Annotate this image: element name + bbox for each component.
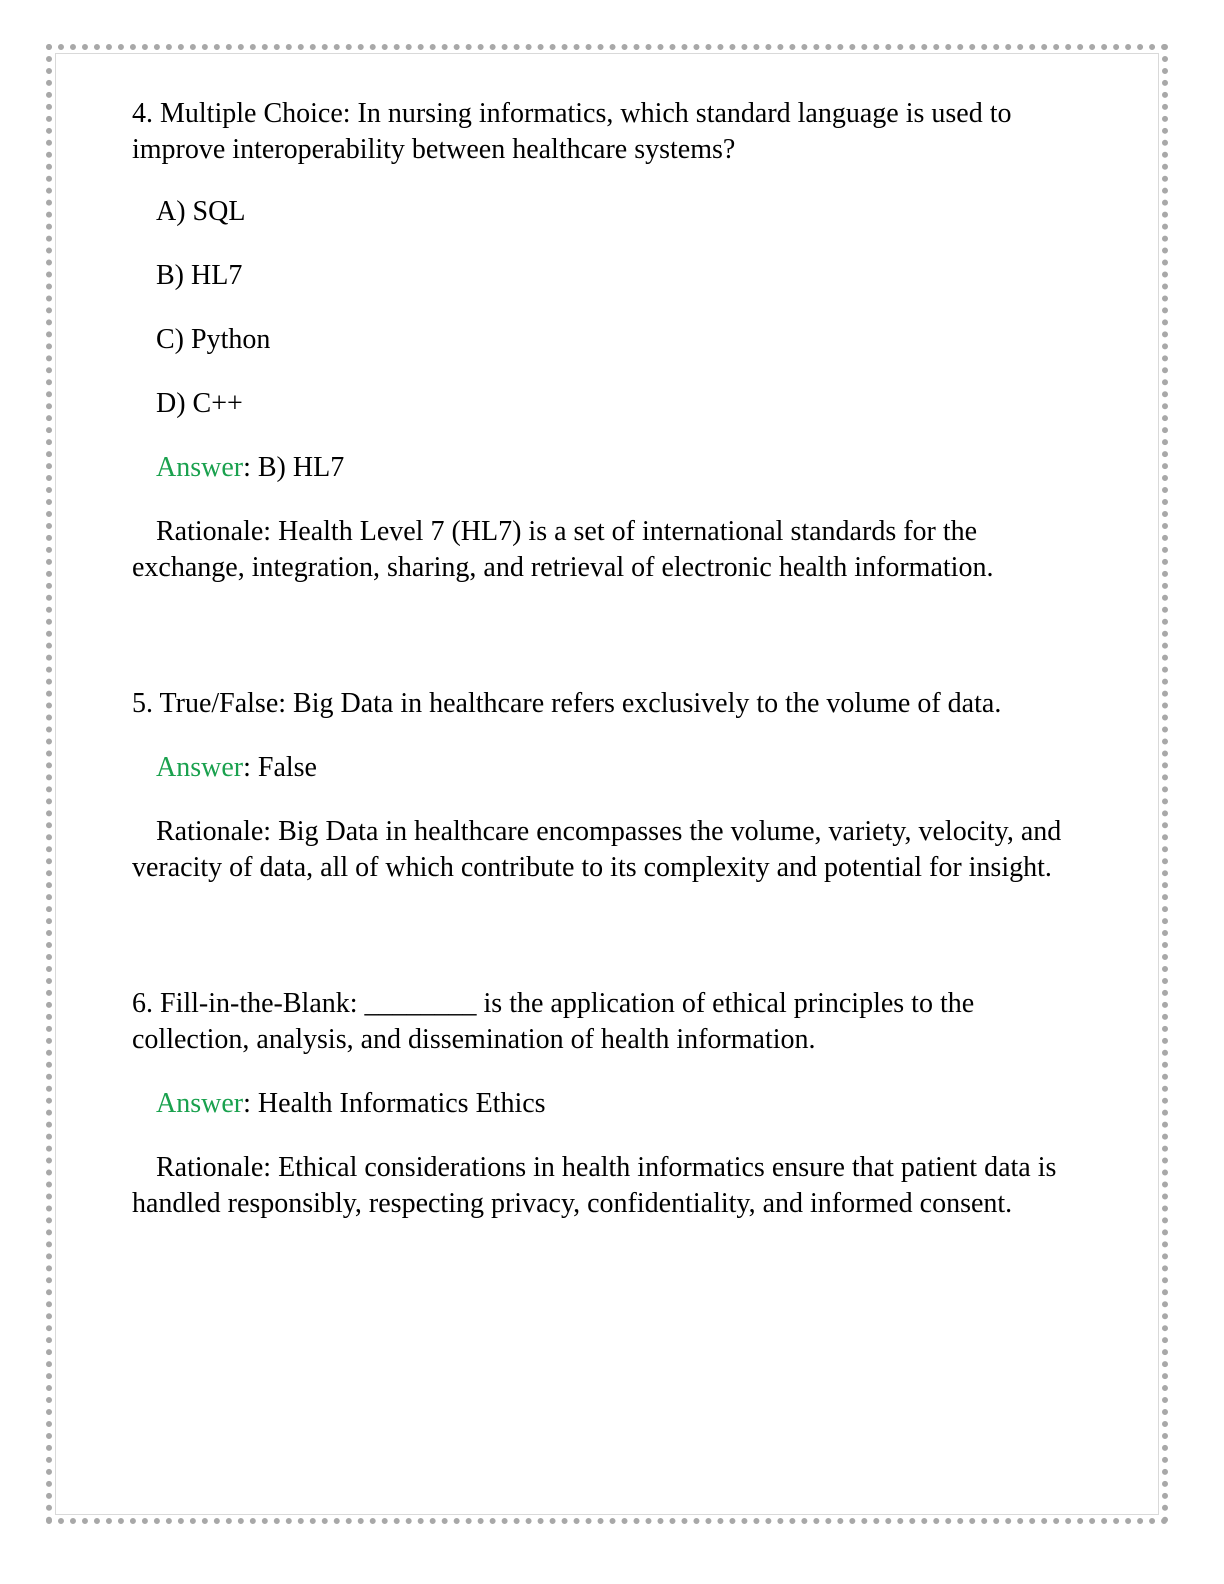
question-4-option-c: C) Python (156, 324, 271, 355)
question-5-answer (132, 750, 1082, 786)
question-4-option-a: A) SQL (156, 196, 246, 227)
document-content (132, 96, 1082, 1222)
question-4-rationale: Rationale: Health Level 7 (HL7) is a set of international standards for the exchange, integration, sharing, and retrieval of electronic health information. (132, 516, 994, 583)
answer-label: Answer (156, 452, 244, 483)
question-5-rationale: Rationale: Big Data in healthcare encompasses the volume, variety, velocity, and veracity of data, all of which contribute to its complexity and potential for insight. (132, 816, 1062, 883)
answer-value: : Health Informatics Ethics (243, 1088, 546, 1119)
question-6-text: 6. Fill-in-the-Blank: ________ is the application of ethical principles to the collection, analysis, and dissemination of health information. (132, 988, 975, 1055)
question-4-option-b: B) HL7 (156, 260, 243, 291)
question-6-answer (132, 1086, 1082, 1122)
question-5-text: 5. True/False: Big Data in healthcare refers exclusively to the volume of data. (132, 688, 1002, 719)
question-4-text: 4. Multiple Choice: In nursing informatics, which standard language is used to improve interoperability between healthcare systems? (132, 98, 1012, 165)
question-6-rationale: Rationale: Ethical considerations in health informatics ensure that patient data is handled responsibly, respecting privacy, confidentiality, and informed consent. (132, 1152, 1057, 1219)
question-4-answer (132, 450, 1082, 486)
answer-value: : False (243, 752, 317, 783)
answer-value: : B) HL7 (243, 452, 345, 483)
question-4-option-d: D) C++ (156, 388, 243, 419)
answer-label: Answer (156, 1088, 244, 1119)
answer-label: Answer (156, 752, 244, 783)
